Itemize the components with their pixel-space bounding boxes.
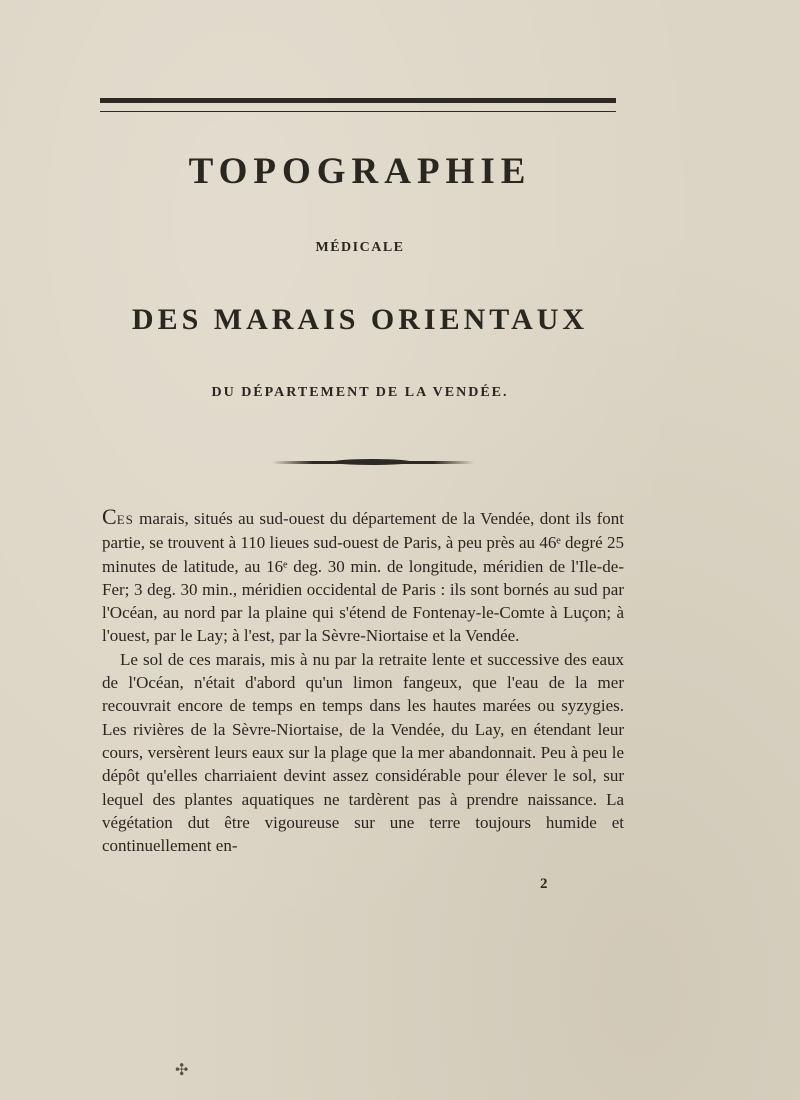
subheading: DU DÉPARTEMENT DE LA VENDÉE. bbox=[211, 385, 509, 400]
paragraph-2: Le sol de ces marais, mis à nu par la retraite lente et successive des eaux de l'Océan, n'était d'abord qu'un limon fangeux, que l'eau de la mer recouvrait encore de temps en temps dans les hautes marées ou syzygies. Les rivières de la Sèvre-Niortaise, de la Vendée, du Lay, en étendant leur cours, versèrent leurs eaux sur la plage que la mer abandonnait. Peu à peu le dépôt qu'elles charriaient devint assez considérable pour élever le sol, sur lequel des plantes aquatiques ne tardèrent pas à prendre naissance. La végétation dut être vigoureuse sur une terre toujours humide et continuellement en- bbox=[102, 649, 624, 856]
paragraph-1 bbox=[102, 505, 624, 648]
heading: DES MARAIS ORIENTAUX bbox=[131, 303, 589, 336]
subtitle: MÉDICALE bbox=[315, 240, 405, 255]
top-double-rule bbox=[100, 98, 616, 112]
initial-letter: C bbox=[102, 504, 117, 529]
page-title: TOPOGRAPHIE bbox=[188, 151, 532, 192]
ornamental-divider bbox=[272, 461, 474, 464]
small-caps-word: ES bbox=[116, 512, 134, 527]
ink-blot-icon: ✣ bbox=[175, 1062, 189, 1079]
signature-mark: 2 bbox=[540, 876, 548, 892]
body-text bbox=[102, 505, 624, 857]
paragraph-1-text: marais, situés au sud-ouest du département de la Vendée, dont ils font partie, se trouvent à 110 lieues sud-ouest de Paris, à peu près au 46ᵉ degré 25 minutes de latitude, au 16ᵉ deg. 30 min. de longitude, méridien de l'Ile-de-Fer; 3 deg. 30 min., méridien occidental de Paris : ils sont bornés au sud par l'Océan, au nord par la plaine qui s'étend de Fontenay-le-Comte à Luçon; à l'ouest, par le Lay; à l'est, par la Sèvre-Niortaise et la Vendée. bbox=[102, 509, 624, 646]
